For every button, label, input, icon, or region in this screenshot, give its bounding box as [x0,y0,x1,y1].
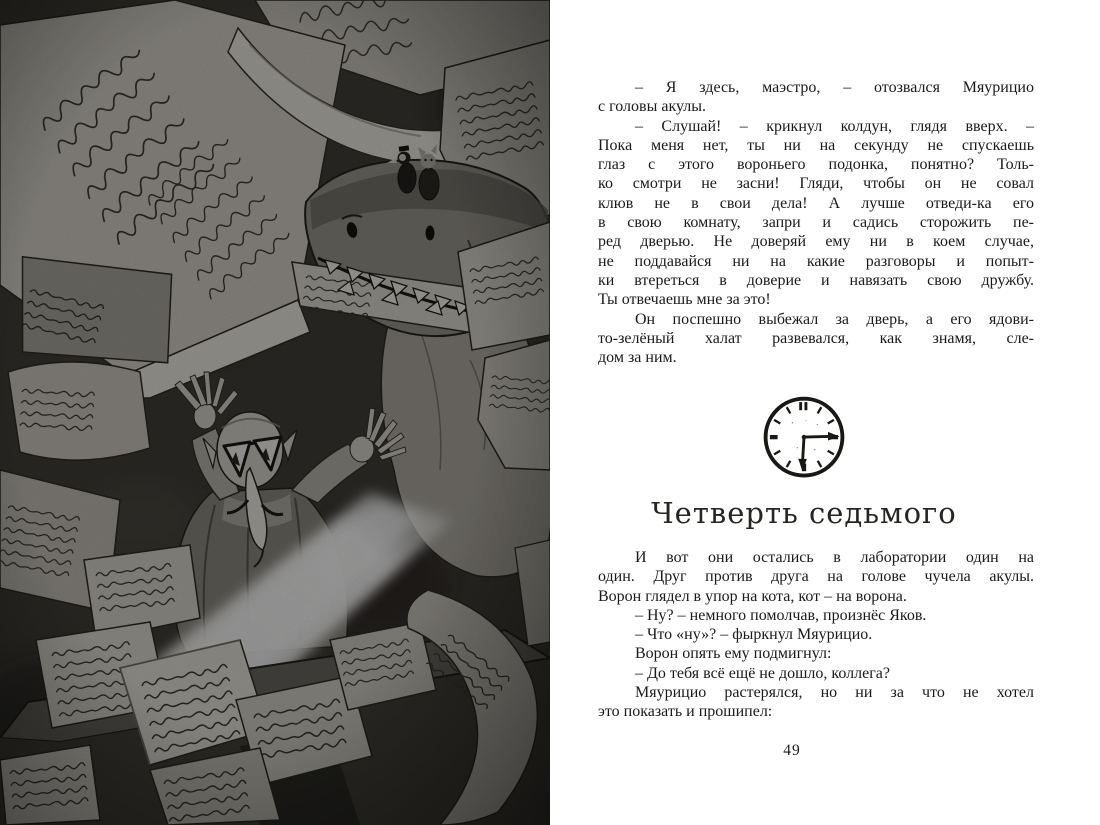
text-line: один. Друг против друга на голове чучела акулы. [598,568,1034,586]
text-line: ки втереться в доверие и навязать свою дружбу. [598,271,1034,289]
text-line: – Я здесь, маэстро, – отозвался Мяурицио [635,79,1034,96]
body-text-top [598,78,1034,367]
clock-illustration [756,391,852,489]
text-line: Ворон глядел в упор на кота, кот – на ворона. [598,587,907,605]
paragraph [598,606,1034,625]
text-line: ред дверью. Не доверяй ему ни в коем случае, [598,233,1034,251]
paragraph [598,683,1034,722]
text-line: – Что «ну»? – фыркнул Мяурицио. [635,626,873,644]
paragraph [598,625,1034,644]
right-page [550,0,1100,825]
text-line: – Слушай! – крикнул колдун, глядя вверх. – [635,117,1034,135]
text-line: клюв не в свои дела! А лучше отведи-ка его [598,194,1034,212]
text-line: с головы акулы. [598,98,707,116]
clock-hour-hand [803,437,804,460]
text-line: глаз с этого вороньего подонка, понятно? Толь- [598,156,1034,174]
text-line: Ты отвечаешь мне за это! [598,291,771,309]
text-line: Ворон опять ему подмигнул: [635,645,832,663]
body-text-bottom [598,548,1034,722]
page-number: 49 [783,742,801,759]
text-line: то-зелёный халат развевался, как знамя, сле- [598,329,1034,347]
paragraph [598,644,1034,663]
chapter-heading: Четверть седьмого [651,496,957,530]
text-line: – Ну? – немного помолчав, произнёс Яков. [635,606,927,624]
paragraph [598,664,1034,683]
text-line: не поддавайся ни на какие разговоры и попыт- [598,252,1034,270]
paragraph [598,548,1034,606]
text-line: дом за ним. [598,349,677,367]
text-column [598,0,1034,825]
chapter-clock [756,391,852,489]
text-line: И вот они остались в лаборатории один на [635,549,1034,566]
text-line: – До тебя всё ещё не дошло, коллега? [635,664,890,682]
paragraph [598,78,1034,117]
paragraph [598,310,1034,368]
paragraph [598,117,1034,310]
clock-minute-hand [804,436,829,437]
text-line: в свою комнату, запри и садись сторожить пе- [598,214,1034,232]
text-line: это показать и прошипел: [598,703,773,721]
text-line: ко смотри не засни! Гляди, чтобы он не совал [598,175,1034,193]
text-line: Пока меня нет, ты ни на секунду не спускаешь [598,136,1034,154]
text-line: Он поспешно выбежал за дверь, а его ядови- [635,310,1034,328]
text-line: Мяурицио растерялся, но ни за что не хотел [635,684,1034,702]
